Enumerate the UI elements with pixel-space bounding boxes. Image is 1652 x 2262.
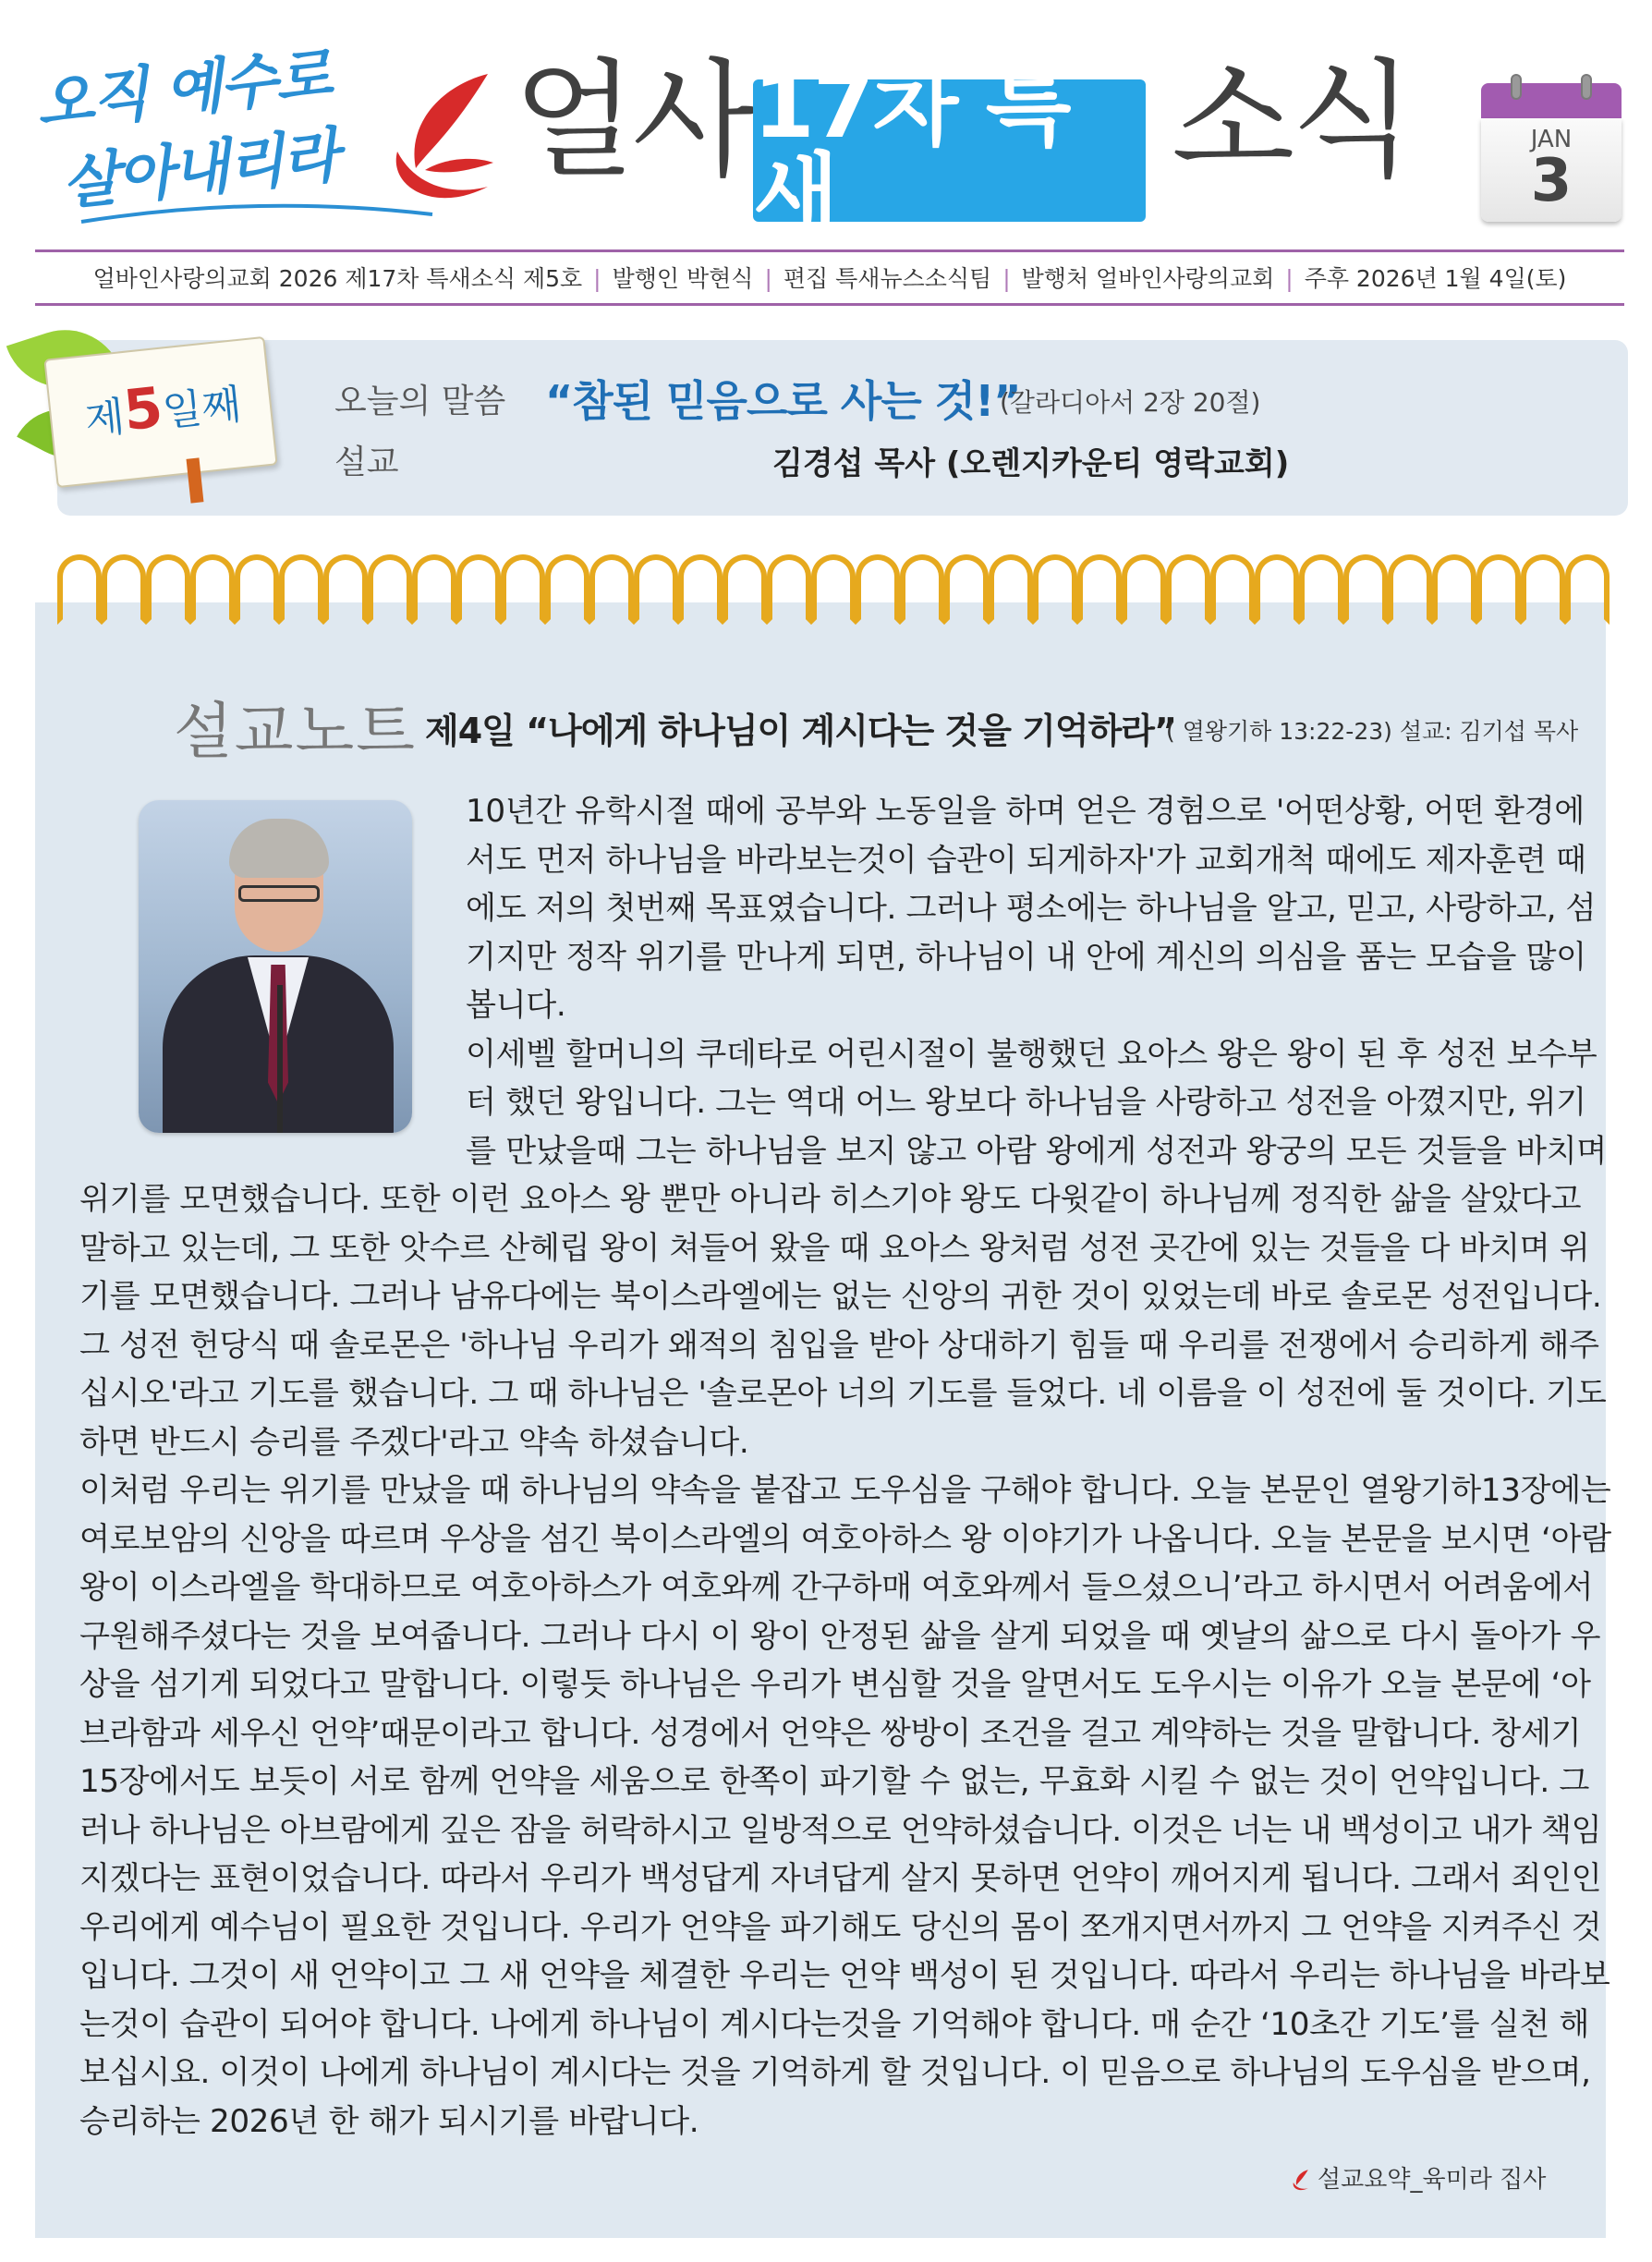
notes-paragraph: 이세벨 할머니의 쿠데타로 어린시절이 불행했던 요아스 왕은 왕이 된 후 성전 보수부터 했던 왕입니다. 그는 역대 어느 왕보다 하나님을 사랑하고 성전을 아꼈지만, 위기를 만났을때 그는 하나님을 보지 않고 아람 왕에게 성전과 왕궁의 모든 것들을 바치며 위기를 모면했습니다. 또한 이런 요아스 왕 뿐만 아니라 히스기야 왕도 다윗같이 하나님께 정직한 삶을 살았다고 말하고 있는데, 그 또한 앗수르 산헤립 왕이 쳐들어 왔을 때 요아스 왕처럼 성전 곳간에 있는 것들을 다 바치며 위기를 모면했습니다. 그러나 남유다에는 북이스라엘에는 없는 신앙의 귀한 것이 있었는데 바로 솔로몬 성전입니다. 그 성전 헌당식 때 솔로몬은 '하나님 우리가 왜적의 침입을 받아 상대하기 힘들 때 우리를 전쟁에서 승리하게 해주십시오'라고 기도를 했습니다. 그 때 하나님은 '솔로몬아 너의 기도를 들었다. 네 이름을 이 성전에 둘 것이다. 기도하면 반드시 승리를 주겠다'라고 약속 하셨습니다. xyxy=(79,1035,1607,1461)
spiral-coil xyxy=(584,549,628,621)
day-number: 5 xyxy=(120,375,166,444)
sermon-notes-reference: ( 열왕기하 13:22-23) 설교: 김기섭 목사 xyxy=(1166,718,1579,745)
title-right: 소식 xyxy=(1172,46,1411,195)
day-suffix: 일째 xyxy=(160,381,244,436)
spiral-coil xyxy=(185,549,229,621)
todays-word-label: 오늘의 말씀 xyxy=(334,383,506,420)
calendar-ring xyxy=(1511,74,1522,100)
sermon-notes-body xyxy=(79,787,1613,2146)
summary-credit-text: 설교요약_육미라 집사 xyxy=(1318,2166,1547,2194)
slogan-line-1: 오직 예수로 xyxy=(32,40,334,140)
spiral-coil xyxy=(983,549,1027,621)
preacher-name: 김경섭 목사 (오렌지카운티 영락교회) xyxy=(772,445,1290,482)
sermon-label: 설교 xyxy=(334,444,399,481)
sermon-reference: (갈라디아서 2장 20절) xyxy=(1000,387,1261,418)
spiral-coil xyxy=(362,549,407,621)
title-highlight: 17차 특새 xyxy=(753,55,1070,247)
spiral-coil xyxy=(52,549,96,621)
spiral-coil xyxy=(451,549,495,621)
church-flame-logo-icon xyxy=(379,67,508,214)
slogan-line-2: 살아내리라 xyxy=(58,120,341,219)
spiral-coil xyxy=(939,549,983,621)
sermon-notes-title: 제4일 “나에게 하나님이 계시다는 것을 기억하라” xyxy=(425,711,1176,751)
spiral-coil xyxy=(1249,549,1294,621)
spiral-coil xyxy=(850,549,894,621)
calendar-day: 3 xyxy=(1530,147,1573,215)
spiral-coil xyxy=(628,549,673,621)
spiral-coil xyxy=(407,549,451,621)
spiral-coil xyxy=(140,549,185,621)
notebook-spiral-binding xyxy=(35,549,1606,623)
spiral-coil xyxy=(318,549,362,621)
info-issue: 얼바인사랑의교회 2026 제17차 특새소식 제5호 xyxy=(92,265,583,292)
spiral-coil xyxy=(894,549,939,621)
info-separator: | xyxy=(1285,265,1294,292)
spiral-coil xyxy=(1427,549,1471,621)
sermon-notes-heading: 설교노트 xyxy=(174,696,418,767)
spiral-coil xyxy=(673,549,717,621)
spiral-coil xyxy=(1072,549,1116,621)
publication-info-bar xyxy=(35,261,1624,298)
calendar-ring xyxy=(1581,74,1592,100)
spiral-coil xyxy=(1205,549,1249,621)
spiral-coil xyxy=(717,549,761,621)
day-badge xyxy=(13,320,281,495)
info-date: 주후 2026년 1월 4일(토) xyxy=(1304,265,1567,292)
notes-paragraph: 10년간 유학시절 때에 공부와 노동일을 하며 얻은 경험으로 '어떤상황, 어떤 환경에서도 먼저 하나님을 바라보는것이 습관이 되게하자'가 교회개척 때에도 제자훈련 때에도 저의 첫번째 목표였습니다. 그러나 평소에는 하나님을 알고, 믿고, 사랑하고, 섬기지만 정작 위기를 만나게 되면, 하나님이 내 안에 계신의 의심을 품는 모습을 많이 봅니다. xyxy=(466,793,1597,1024)
info-separator: | xyxy=(764,265,772,292)
masthead-rule-bottom xyxy=(35,303,1624,306)
church-flame-logo-icon xyxy=(1290,2169,1312,2193)
day-prefix: 제 xyxy=(82,393,128,444)
spiral-coil xyxy=(1515,549,1560,621)
spiral-coil xyxy=(1294,549,1338,621)
sermon-title: “참된 믿음으로 사는 것!” xyxy=(545,376,1021,426)
spiral-coil xyxy=(1027,549,1072,621)
spiral-coil xyxy=(229,549,273,621)
spiral-coil xyxy=(1560,549,1604,621)
spiral-coil xyxy=(1338,549,1382,621)
spiral-coil xyxy=(540,549,584,621)
spiral-coil xyxy=(1382,549,1427,621)
spiral-coil xyxy=(1116,549,1160,621)
spiral-coil xyxy=(1160,549,1205,621)
info-separator: | xyxy=(1002,265,1011,292)
photo-float-space xyxy=(79,787,466,1137)
slogan-logo xyxy=(32,37,377,219)
spiral-coil xyxy=(273,549,318,621)
masthead-rule-top xyxy=(35,249,1624,252)
spiral-coil xyxy=(1471,549,1515,621)
title-highlight-box xyxy=(753,55,1146,247)
info-editor: 편집 특새뉴스소식팀 xyxy=(783,265,992,292)
spiral-coils xyxy=(52,549,1604,623)
spiral-coil xyxy=(96,549,140,621)
info-publisher: 발행인 박현식 xyxy=(612,265,754,292)
info-separator: | xyxy=(593,265,601,292)
notes-paragraph: 이처럼 우리는 위기를 만났을 때 하나님의 약속을 붙잡고 도우심을 구해야 합니다. 오늘 본문인 열왕기하13장에는 여로보암의 신앙을 따르며 우상을 섬긴 북이스라엘의 여호아하스 왕 이야기가 나옵니다. 오늘 본문을 보시면 ‘아람 왕이 이스라엘을 학대하므로 여호아하스가 여호와께 간구하매 여호와께서 들으셨으니’라고 하시면서 어려움에서 구원해주셨다는 것을 보여줍니다. 그러나 다시 이 왕이 안정된 삶을 살게 되었을 때 옛날의 삶으로 다시 돌아가 우상을 섬기게 되었다고 말합니다. 이렇듯 하나님은 우리가 변심할 것을 알면서도 도우시는 이유가 오늘 본문에 ‘아브라함과 세우신 언약’때문이라고 합니다. 성경에서 언약은 쌍방이 조건을 걸고 계약하는 것을 말합니다. 창세기 15장에서도 보듯이 서로 함께 언약을 세움으로 한쪽이 파기할 수 없는, 무효화 시킬 수 없는 것이 언약입니다. 그러나 하나님은 아브람에게 깊은 잠을 허락하시고 일방적으로 언약하셨습니다. 이것은 너는 내 백성이고 내가 책임지겠다는 표현이었습니다. 따라서 우리가 백성답게 자녀답게 살지 못하면 언약이 깨어지게 됩니다. 그래서 죄인인 우리에게 예수님이 필요한 것입니다. 우리가 언약을 파기해도 당신의 몸이 쪼개지면서까지 그 언약을 지켜주신 것입니다. 그것이 새 언약이고 그 새 언약을 체결한 우리는 언약 백성이 된 것입니다. 따라서 우리는 하나님을 바라보는것이 습관이 되어야 합니다. 나에게 하나님이 계시다는것을 기억해야 합니다. 매 순간 ‘10초간 기도’를 실천 해 보십시요. 이것이 나에게 하나님이 계시다는 것을 기억하게 할 것입니다. 이 믿음으로 하나님의 도우심을 받으며, 승리하는 2026년 한 해가 되시기를 바랍니다. xyxy=(79,1472,1611,2140)
summary-credit xyxy=(1290,2160,1546,2195)
calendar-icon xyxy=(1481,74,1622,224)
spiral-coil xyxy=(806,549,850,621)
spiral-coil xyxy=(761,549,806,621)
info-issuer: 발행처 얼바인사랑의교회 xyxy=(1021,265,1275,292)
spiral-coil xyxy=(495,549,540,621)
calendar-month: JAN xyxy=(1530,126,1573,153)
calendar-header xyxy=(1481,83,1622,118)
masthead xyxy=(0,0,1652,249)
title-left: 얼사 xyxy=(513,46,752,195)
